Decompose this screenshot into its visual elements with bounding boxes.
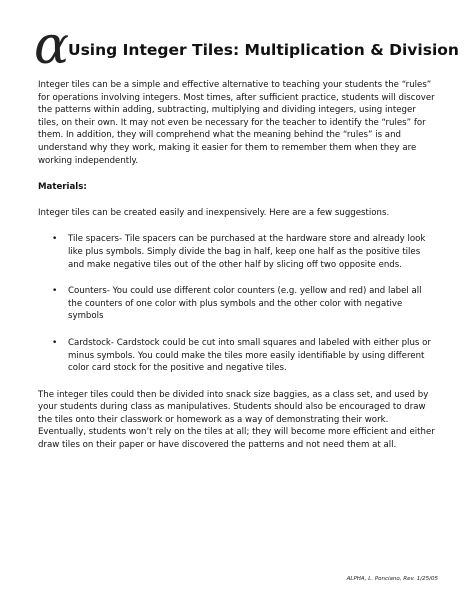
intro-paragraph: Integer tiles can be a simple and effective alternative to teaching your students the “rules” for operations involving integers. Most times, after sufficient practice, students will discover the patterns within adding, subtracting, multiplying and dividing integers, using integer tiles, on their own. It may not even be necessary for the teacher to identify the “rules” for them. In addition, they will comprehend what the meaning behind the “rules” is and understand why they work, making it easier for them to remember them when they are working independently. bbox=[38, 80, 435, 166]
bullet-icon: • bbox=[52, 337, 58, 348]
list-item bbox=[38, 285, 436, 323]
closing-paragraph: The integer tiles could then be divided into snack size baggies, as a class set, and used by your students during class as manipulatives. Students should also be encouraged to draw the tiles onto their classwork or homework as a way of demonstrating their work. Eventually, students won’t rely on the tiles at all; they will become more efficient and either draw tiles on their paper or have discovered the patterns and not need them at all. bbox=[38, 389, 435, 451]
list-item bbox=[38, 233, 436, 271]
list-item-text: Tile spacers- Tile spacers can be purchased at the hardware store and already look like plus symbols. Simply divide the bag in half, keep one half as the positive tiles and make negative tiles out of the other half by slicing off two opposite ends. bbox=[68, 234, 426, 270]
list-item-text: Cardstock- Cardstock could be cut into small squares and labeled with either plus or minus symbols. You could make the tiles more easily identifiable by using different color card stock for the positive and negative tiles. bbox=[68, 337, 431, 374]
materials-intro: Integer tiles can be created easily and inexpensively. Here are a few suggestions. bbox=[38, 207, 390, 218]
list-item-text: Counters- You could use different color counters (e.g. yellow and red) and label all the counters of one color with plus symbols and the other color with negative symbols bbox=[68, 286, 422, 322]
page-title: Using Integer Tiles: Multiplication & Division bbox=[68, 41, 459, 59]
bullet-icon: • bbox=[52, 286, 58, 297]
bullet-icon: • bbox=[52, 234, 58, 245]
alpha-logo: α bbox=[34, 16, 70, 76]
list-item bbox=[38, 337, 436, 375]
document-header bbox=[34, 16, 459, 76]
materials-list bbox=[38, 233, 436, 374]
materials-heading: Materials: bbox=[38, 182, 87, 193]
document-body bbox=[38, 79, 436, 466]
page-footer: ALPHA, L. Ponciano, Rev. 1/25/05 bbox=[346, 576, 438, 582]
